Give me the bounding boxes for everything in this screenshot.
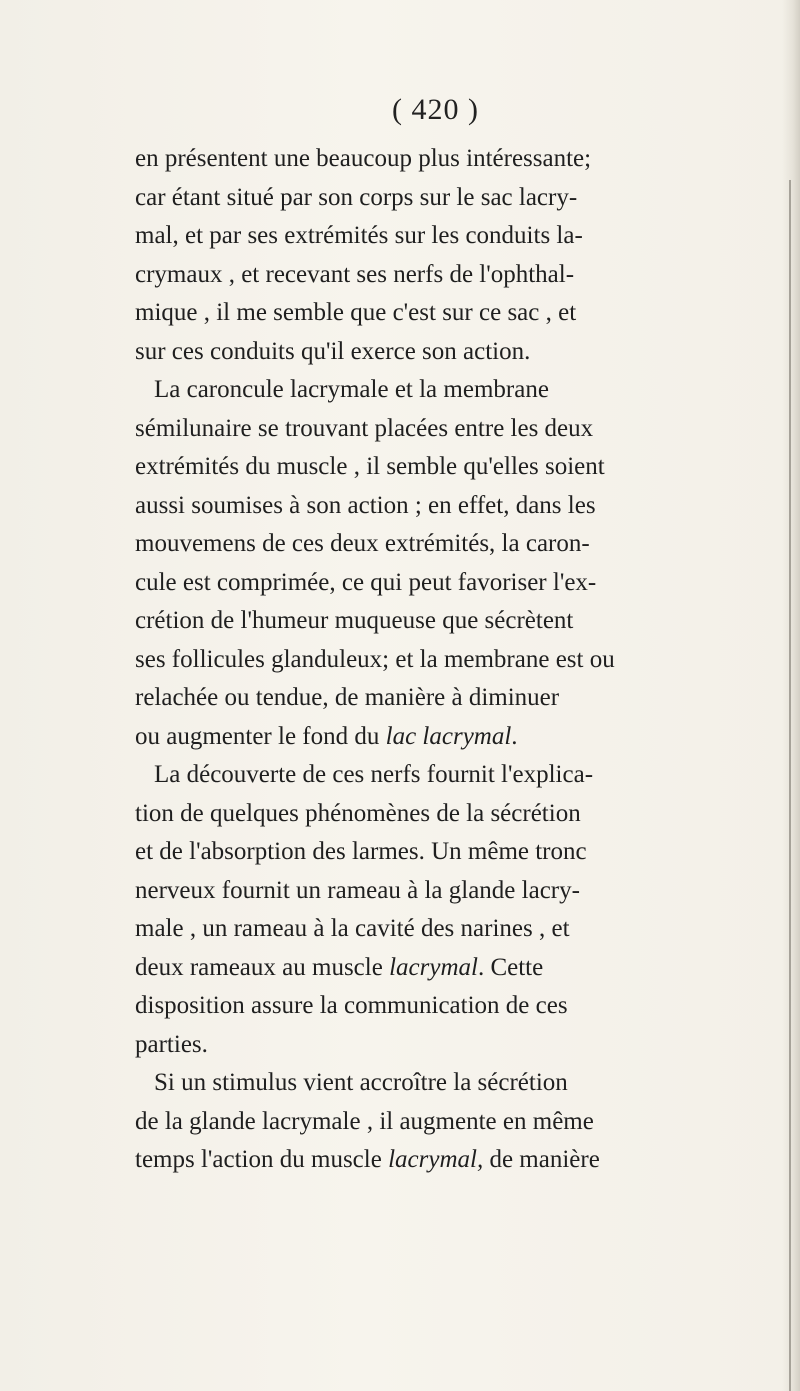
text-line-3: mal, et par ses extrémités sur les conduits la- — [135, 222, 583, 249]
text-line-15: relachée ou tendue, de manière à diminuer — [135, 684, 560, 711]
text-line-24: parties. — [135, 1030, 208, 1058]
text-line-9: extrémités du muscle , il semble qu'elles soient — [135, 453, 605, 480]
text-line-22-before: deux rameaux au muscle — [135, 953, 390, 981]
text-line-22 — [135, 949, 755, 988]
text-line-16-before: ou augmenter le fond du — [135, 722, 386, 750]
text-line-2: car étant situé par son corps sur le sac lacry- — [135, 183, 578, 211]
text-line-4: crymaux , et recevant ses nerfs de l'ophthal- — [135, 260, 575, 288]
text-line-12: cule est comprimée, ce qui peut favoriser l'ex- — [135, 568, 597, 596]
text-line-19: et de l'absorption des larmes. Un même tronc — [135, 838, 587, 865]
page-edge-shadow — [782, 0, 800, 1391]
text-line-6: sur ces conduits qu'il exerce son action. — [135, 337, 531, 365]
text-line-1: en présentent une beaucoup plus intéressante; — [135, 145, 592, 172]
text-line-22-after: . Cette — [477, 953, 544, 981]
text-line-26: de la glande lacrymale , il augmente en même — [135, 1107, 594, 1135]
text-line-13: crétion de l'humeur muqueuse que sécrètent — [135, 607, 574, 634]
text-line-7: La caroncule lacrymale et la membrane — [154, 376, 549, 403]
text-line-16-after: . — [511, 722, 518, 750]
text-line-11: mouvemens de ces deux extrémités, la caron- — [135, 530, 590, 557]
text-line-20: nerveux fournit un rameau à la glande lacry- — [135, 876, 580, 904]
text-line-21: male , un rameau à la cavité des narines , et — [135, 915, 570, 942]
text-line-25: Si un stimulus vient accroître la sécrétion — [154, 1069, 568, 1096]
text-line-27-italic: lacrymal, — [388, 1146, 484, 1173]
binding-edge-line — [789, 180, 791, 1391]
text-line-27-after: de manière — [483, 1146, 600, 1173]
text-line-10: aussi soumises à son action ; en effet, dans les — [135, 491, 596, 519]
text-line-18: tion de quelques phénomènes de la sécrétion — [135, 799, 581, 827]
text-line-17: La découverte de ces nerfs fournit l'explica- — [154, 761, 594, 788]
text-line-16-italic: lac lacrymal — [385, 722, 512, 750]
page-number: ( 420 ) — [392, 93, 479, 126]
text-line-22-italic: lacrymal — [389, 953, 478, 981]
text-line-16 — [135, 718, 755, 757]
text-line-27-before: temps l'action du muscle — [135, 1146, 389, 1173]
text-line-14: ses follicules glanduleux; et la membrane est ou — [135, 645, 615, 673]
text-line-23: disposition assure la communication de ces — [135, 992, 568, 1019]
text-line-27 — [135, 1141, 755, 1180]
text-line-8: sémilunaire se trouvant placées entre les deux — [135, 414, 594, 442]
text-line-5: mique , il me semble que c'est sur ce sac , et — [135, 299, 577, 326]
body-text — [135, 140, 755, 1180]
